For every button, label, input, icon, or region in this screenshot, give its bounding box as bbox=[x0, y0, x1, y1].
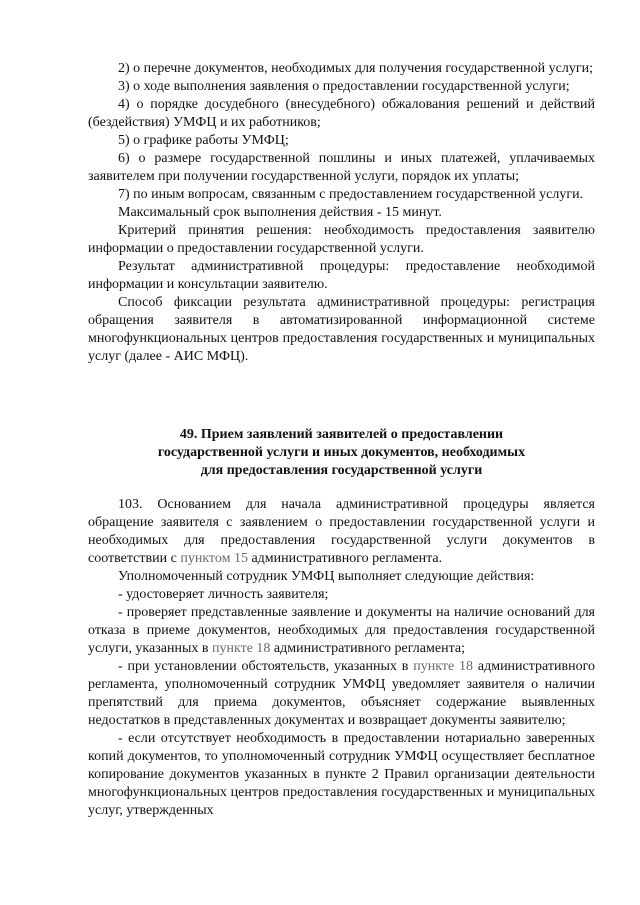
paragraph-procedure-result: Результат административной процедуры: предоставление необходимой информации и консультации заявителю. bbox=[88, 259, 595, 292]
action-check-text-start: - проверяет представленные заявление и документы на наличие оснований для отказа в приеме документов, необходимых для предоставления государственной услуги, указанных в bbox=[88, 605, 595, 656]
clause-15-link[interactable]: пунктом 15 bbox=[180, 551, 248, 566]
heading-line-1: 49. Прием заявлений заявителей о предоставлении bbox=[179, 427, 504, 442]
paragraph-max-time: Максимальный срок выполнения действия - 15 минут. bbox=[118, 205, 442, 220]
paragraph-item-6: 6) о размере государственной пошлины и иных платежей, уплачиваемых заявителем при получении государственной услуги, порядок их уплаты; bbox=[88, 151, 595, 184]
action-obstacles-text-end: административного регламента, уполномоченный сотрудник УМФЦ уведомляет заявителя о наличии препятствий для приема документов, объясняет содержание выявленных недостатков в представленных документах и возвращает документы заявителю; bbox=[88, 659, 596, 728]
clause-18-link[interactable]: пункте 18 bbox=[211, 641, 271, 656]
action-check-documents bbox=[88, 604, 595, 658]
clause-18-link-second[interactable]: пункте 18 bbox=[413, 659, 474, 674]
action-obstacles-text-start: - при установлении обстоятельств, указанных в bbox=[118, 659, 414, 674]
paragraph-103 bbox=[88, 496, 595, 568]
paragraph-decision-criterion: Критерий принятия решения: необходимость предоставления заявителю информации о предоставлении государственной услуги. bbox=[88, 223, 595, 256]
paragraph-103-text-end: административного регламента. bbox=[247, 551, 443, 566]
action-check-text-end: административного регламента; bbox=[270, 641, 465, 656]
paragraph-item-7: 7) по иным вопросам, связанным с предоставлением государственной услуги. bbox=[118, 187, 584, 202]
action-copy-documents: - если отсутствует необходимость в предоставлении нотариально заверенных копий документов, то уполномоченный сотрудник УМФЦ осуществляет бесплатное копирование документов указанных в пункте 2 Правил организации деятельности многофункциональных центров предоставления государственных и муниципальных услуг, утвержденных bbox=[88, 731, 595, 818]
paragraph-staff-intro: Уполномоченный сотрудник УМФЦ выполняет следующие действия: bbox=[118, 569, 535, 584]
paragraph-item-3: 3) о ходе выполнения заявления о предоставлении государственной услуги; bbox=[118, 79, 570, 94]
action-obstacles bbox=[88, 658, 595, 730]
paragraph-103-text-start: 103. Основанием для начала административной процедуры является обращение заявителя с заявлением о предоставлении государственной услуги и необходимых для предоставления государственной услуги документов в соответствии с bbox=[88, 497, 595, 566]
paragraph-item-2: 2) о перечне документов, необходимых для получения государственной услуги; bbox=[118, 61, 593, 76]
paragraph-item-5: 5) о графике работы УМФЦ; bbox=[118, 133, 289, 148]
bottom-text-block bbox=[88, 496, 595, 820]
paragraph-item-4: 4) о порядке досудебного (внесудебного) обжалования решений и действий (бездействия) УМФЦ и их работников; bbox=[88, 97, 595, 130]
section-heading bbox=[88, 426, 595, 480]
action-verify-identity: - удостоверяет личность заявителя; bbox=[118, 587, 329, 602]
top-text-block bbox=[88, 60, 595, 366]
heading-line-2: государственной услуги и иных документов, необходимых bbox=[157, 445, 526, 460]
paragraph-fixation-method: Способ фиксации результата административной процедуры: регистрация обращения заявителя в автоматизированной информационной системе многофункциональных центров предоставления государственных и муниципальных услуг (далее - АИС МФЦ). bbox=[88, 295, 595, 364]
heading-line-3: для предоставления государственной услуги bbox=[200, 463, 483, 478]
